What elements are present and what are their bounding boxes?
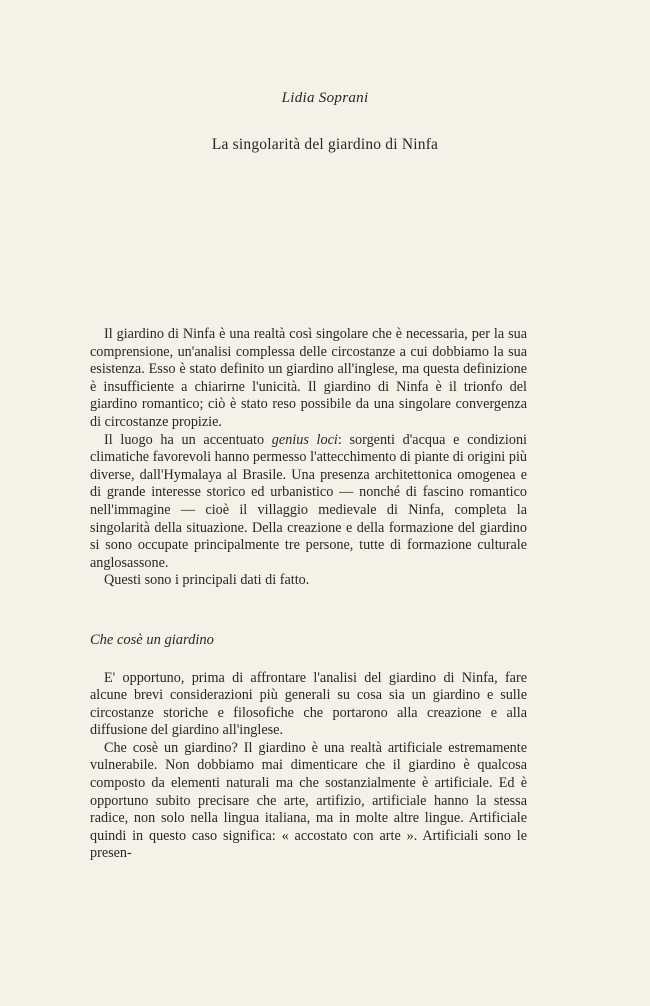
- article-title: La singolarità del giardino di Ninfa: [211, 136, 439, 153]
- section-heading: Che cosè un giardino: [90, 631, 214, 648]
- section-paragraph-2: Che cosè un giardino? Il giardino è una realtà artificiale estremamente vulnerabile. Non dobbiamo mai dimenticare che il giardino è qualcosa composto da elementi naturali ma che sostanzialmente è artificiale. Ed è opportuno subito precisare che arte, artifizio, artificiale hanno la stessa radice, non solo nella lingua italiana, ma in molte altre lingue. Artificiale quindi in questo caso significa: « accostato con arte ». Artificiali sono le presen-: [90, 739, 527, 862]
- paragraph-text: : sorgenti d'acqua e condizioni climatiche favorevoli hanno permesso l'attecchimento di piante di origini più diverse, dall'Hymalaya al Brasile. Una presenza architettonica omogenea e di grande interesse storico ed urbanistico — nonché di fascino romantico nell'immagine — cioè il villaggio medievale di Ninfa, completa la singolarità della situazione. Della creazione e della formazione del giardino si sono occupate principalmente tre persone, tutte di formazione culturale anglosassone.: [90, 431, 527, 571]
- paragraph-text: Il luogo ha un accentuato: [104, 431, 272, 448]
- section-paragraph-1: E' opportuno, prima di affrontare l'analisi del giardino di Ninfa, fare alcune brevi considerazioni più generali su cosa sia un giardino e sulle circostanze storiche e filosofiche che portarono alla creazione e alla diffusione del giardino all'inglese.: [90, 669, 527, 739]
- article-body: [90, 326, 527, 863]
- intro-paragraph-2: [90, 432, 527, 573]
- intro-paragraph-3: Questi sono i principali dati di fatto.: [104, 572, 310, 589]
- emphasis-genius-loci: genius loci: [271, 431, 338, 448]
- author-name: Lidia Soprani: [281, 90, 369, 106]
- intro-paragraph-1: Il giardino di Ninfa è una realtà così singolare che è necessaria, per la sua comprensione, un'analisi complessa delle circostanze a cui dobbiamo la sua esistenza. Esso è stato definito un giardino all'inglese, ma questa definizione è insufficiente a chiarirne l'unicità. Il giardino di Ninfa è il trionfo del giardino romantico; ciò è stato reso possibile da una singolare convergenza di circostanze propizie.: [90, 326, 527, 430]
